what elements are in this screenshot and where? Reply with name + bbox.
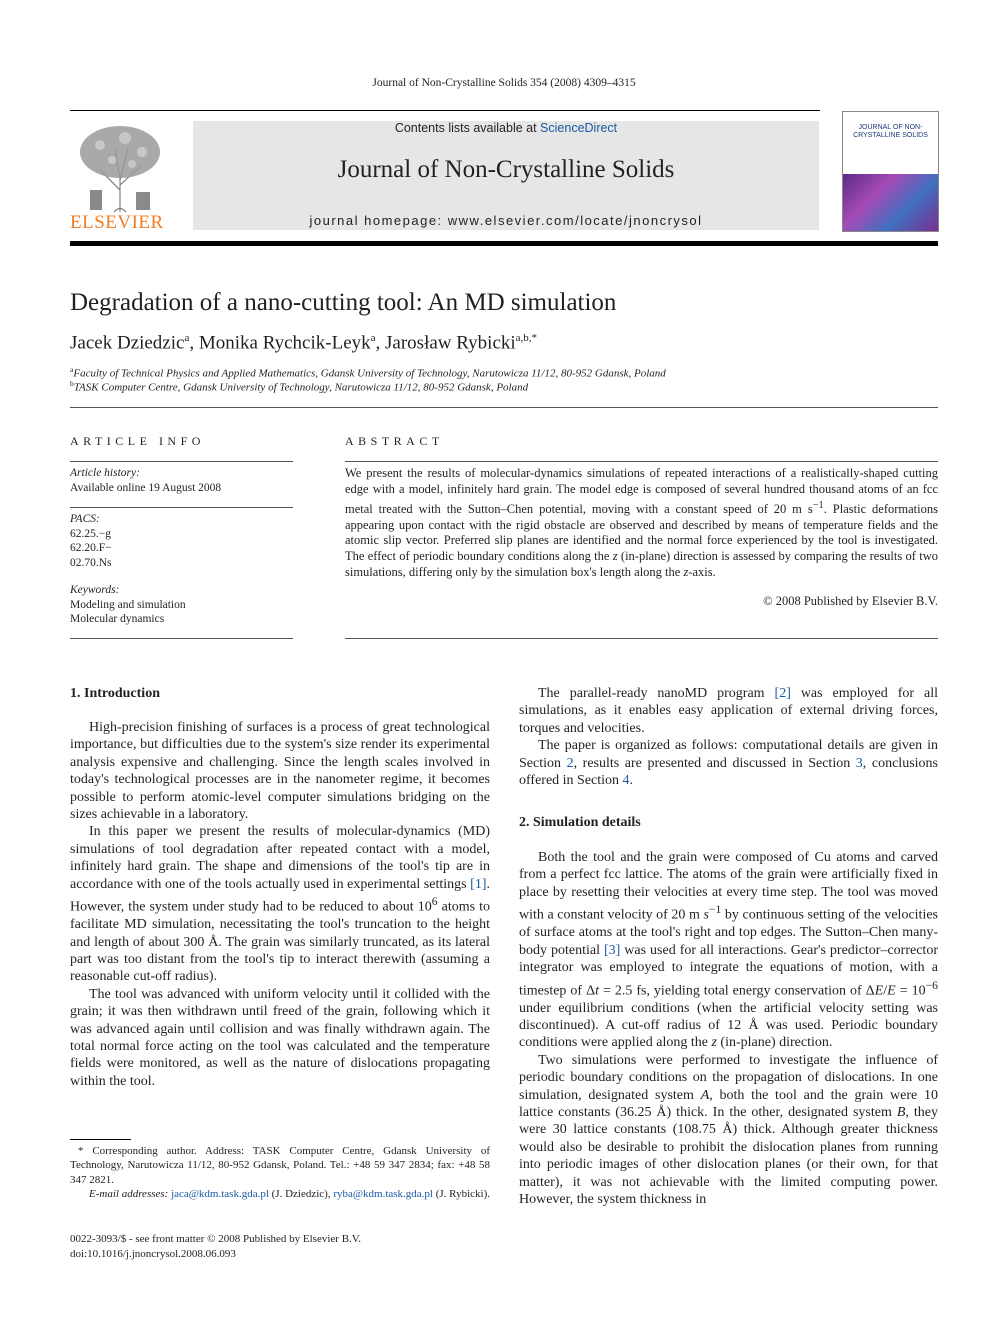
paragraph: Both the tool and the grain were composed of Cu atoms and carved from a perfect fcc lattice. The atoms of the grain were artificially fixed in place by resetting their velocities at every time step. The tool was moved with a constant velocity of 20 m $s^{-1}$ by continuous setting of the velocities of surface atoms at the tool's right and top edges. The Sutton–Chen many-body potential [3] was used for all interactions. Gear's predictor–corrector integrator was employed to integrate the equations of motion, with a timestep of Δt = 2.5 fs, yielding total energy conservation of $\Delta E/E = 10^{-6}$ under equilibrium conditions (when the artificial velocity setting was discontinued). A cut-off radius of 12 Å was used. Periodic boundary conditions were applied along the z (in-plane) direction. [519, 850, 938, 1051]
section-heading: 2. Simulation details [519, 815, 641, 830]
affiliation: $^b$TASK Computer Centre, Gdansk University of Technology, Narutowicza 11/12, 80-952 Gdansk, Poland [70, 379, 529, 394]
author-name: Jacek Dziedzic [70, 332, 185, 354]
author-sup: a [370, 332, 376, 344]
author-name: Monika Rychcik-Leyk [198, 332, 371, 354]
keywords-list: Keywords: Modeling and simulation Molecular dynamics [70, 584, 186, 625]
elsevier-wordmark: ELSEVIER [70, 212, 164, 233]
cover-title: JOURNAL OF NON-CRYSTALLINE SOLIDS [853, 124, 928, 139]
issn-doi: 0022-3093/$ - see front matter © 2008 Published by Elsevier B.V. doi:10.1016/j.jnoncrysol.2008.06.093 [70, 1233, 362, 1260]
divider [70, 407, 938, 408]
abstract-copyright: © 2008 Published by Elsevier B.V. [763, 594, 938, 608]
author-sup: a [184, 332, 190, 344]
article-history: Article history: Available online 19 August 2008 [70, 467, 222, 494]
section-link[interactable]: 3 [855, 755, 863, 771]
pacs-list: PACS: 62.25.−g 62.20.F− 02.70.Ns [70, 513, 112, 569]
divider [345, 461, 938, 462]
header-thick-rule [70, 241, 938, 246]
affiliation: $^a$Faculty of Technical Physics and Applied Mathematics, Gdansk University of Technology, Narutowicza 11/12, 80-952 Gdansk, Poland [70, 365, 666, 380]
body-right-column [519, 685, 938, 789]
contents-prefix: Contents lists available at [394, 121, 541, 135]
section-link[interactable]: 4 [622, 773, 630, 789]
divider [70, 507, 293, 508]
footnote: * Corresponding author. Address: TASK Computer Centre, Gdansk University of Technology, Narutowicza 11/12, 80-952 Gdansk, Poland. Tel.: +48 59 347 2834; fax: +48 58 347 2821. E-mail addresses: jaca@kdm.task.gda.pl (J. Dziedzic), ryba@kdm.task.gda.pl (J. Rybicki). [70, 1145, 490, 1200]
reference-link[interactable]: [2] [774, 686, 791, 701]
reference-link[interactable]: [1] [470, 876, 487, 892]
section-link[interactable]: 2 [566, 755, 574, 771]
author-sup: a,b,* [515, 332, 538, 344]
paragraph: The parallel-ready nanoMD program [2] was employed for all simulations, as it enables easy application of external driving forces, torques and velocities. [519, 686, 938, 736]
journal-citation: Journal of Non-Crystalline Solids 354 (2008) 4309–4315 [372, 77, 636, 89]
sciencedirect-link[interactable]: ScienceDirect [540, 121, 618, 135]
paragraph: High-precision finishing of surfaces is a process of great technological importance, but difficulties due to the system's size render its experimental analysis expensive and challenging. Since the length scales involved in today's technological processes are in the nanometer regime, it becomes possible to perform atomic-level computer simulations bridging on the sizes achievable in a laboratory. [70, 720, 490, 823]
divider [345, 638, 938, 639]
author-name: Jarosław Rybicki [385, 332, 516, 354]
body-right-column-2 [519, 849, 938, 1208]
paragraph: In this paper we present the results of molecular-dynamics (MD) simulations of tool degradation after repeated contact with a model, infinitely hard grain. The shape and dimensions of the tool's tip are in accordance with one of the tools actually used in experimental settings [1]. However, the system under study had to be reduced to about $10^6$ atoms to facilitate MD simulation, necessitating the tool's truncation to the height and length of about 300 Å. The grain was similarly truncated, as its lateral part was too distant from the tool's tip to interact therewith (assuming a reasonable cut-off radius). [70, 824, 490, 985]
divider [70, 638, 293, 639]
paragraph: The tool was advanced with uniform velocity until it collided with the grain; it was then withdrawn until freed of the grain, following which it was advanced again until collision and was finally withdrawn again. The total normal force acting on the tool was calculated and the temperature fields were monitored, as well as the nature of dislocations propagating within the tool. [70, 986, 490, 1089]
journal-title: Journal of Non-Crystalline Solids [337, 156, 675, 183]
paragraph: The paper is organized as follows: computational details are given in Section 2, results are presented and discussed in Section 3, conclusions offered in Section 4. [519, 738, 938, 789]
footnote-rule [70, 1139, 131, 1140]
paragraph: Two simulations were performed to investigate the influence of periodic boundary conditions on the propagation of dislocations. In one simulation, designated system A, both the tool and the grain were 10 lattice constants (36.25 Å) thick. In the other, designated system B, they were 30 lattice constants (108.75 Å) thick. Although greater thickness would also be desirable to prohibit the dislocation planes from running into periodic images of other dislocation planes (or their own, for that matter), it was not achievable with the limited computing power. However, the system thickness in [519, 1052, 938, 1208]
paper-title: Degradation of a nano-cutting tool: An MD simulation [70, 289, 617, 316]
article-info-heading: ARTICLE INFO [70, 434, 205, 448]
email-link[interactable]: jaca@kdm.task.gda.pl [171, 1187, 269, 1200]
body-left-column [70, 719, 490, 1090]
abstract-text: We present the results of molecular-dynamics simulations of repeated interactions of a realistically-shaped cutting edge with a model, infinitely hard grain. The model edge is composed of several hundred thousand atoms of an fcc metal treated with the Sutton–Chen potential, moving with a constant speed of 20 m $s^{-1}$. Plastic deformations appearing upon contact with the rigid obstacle are observed and described by means of temperature fields and the atomic slip vector. Preferred slip planes are identified and the normal force experienced by the tool is investigated. The effect of periodic boundary conditions along the z (in-plane) direction is assessed by comparing the results of two simulations, differing only by the simulation box's length along the z-axis. [345, 466, 938, 579]
section-heading: 1. Introduction [70, 686, 160, 701]
contents-line [193, 121, 819, 135]
journal-cover [842, 111, 939, 232]
email-link[interactable]: ryba@kdm.task.gda.pl [333, 1187, 433, 1200]
reference-link[interactable]: [3] [603, 942, 621, 958]
cover-image [843, 174, 938, 231]
header-top-rule [70, 110, 820, 111]
journal-homepage[interactable]: journal homepage: www.elsevier.com/locate/jnoncrysol [309, 213, 703, 228]
abstract-heading: ABSTRACT [345, 434, 444, 448]
divider [70, 461, 293, 462]
author-list: Jacek Dziedzic$^a$, Monika Rychcik-Leyk$^a$, Jarosław Rybicki$^{a,b,*}$ [70, 332, 538, 354]
